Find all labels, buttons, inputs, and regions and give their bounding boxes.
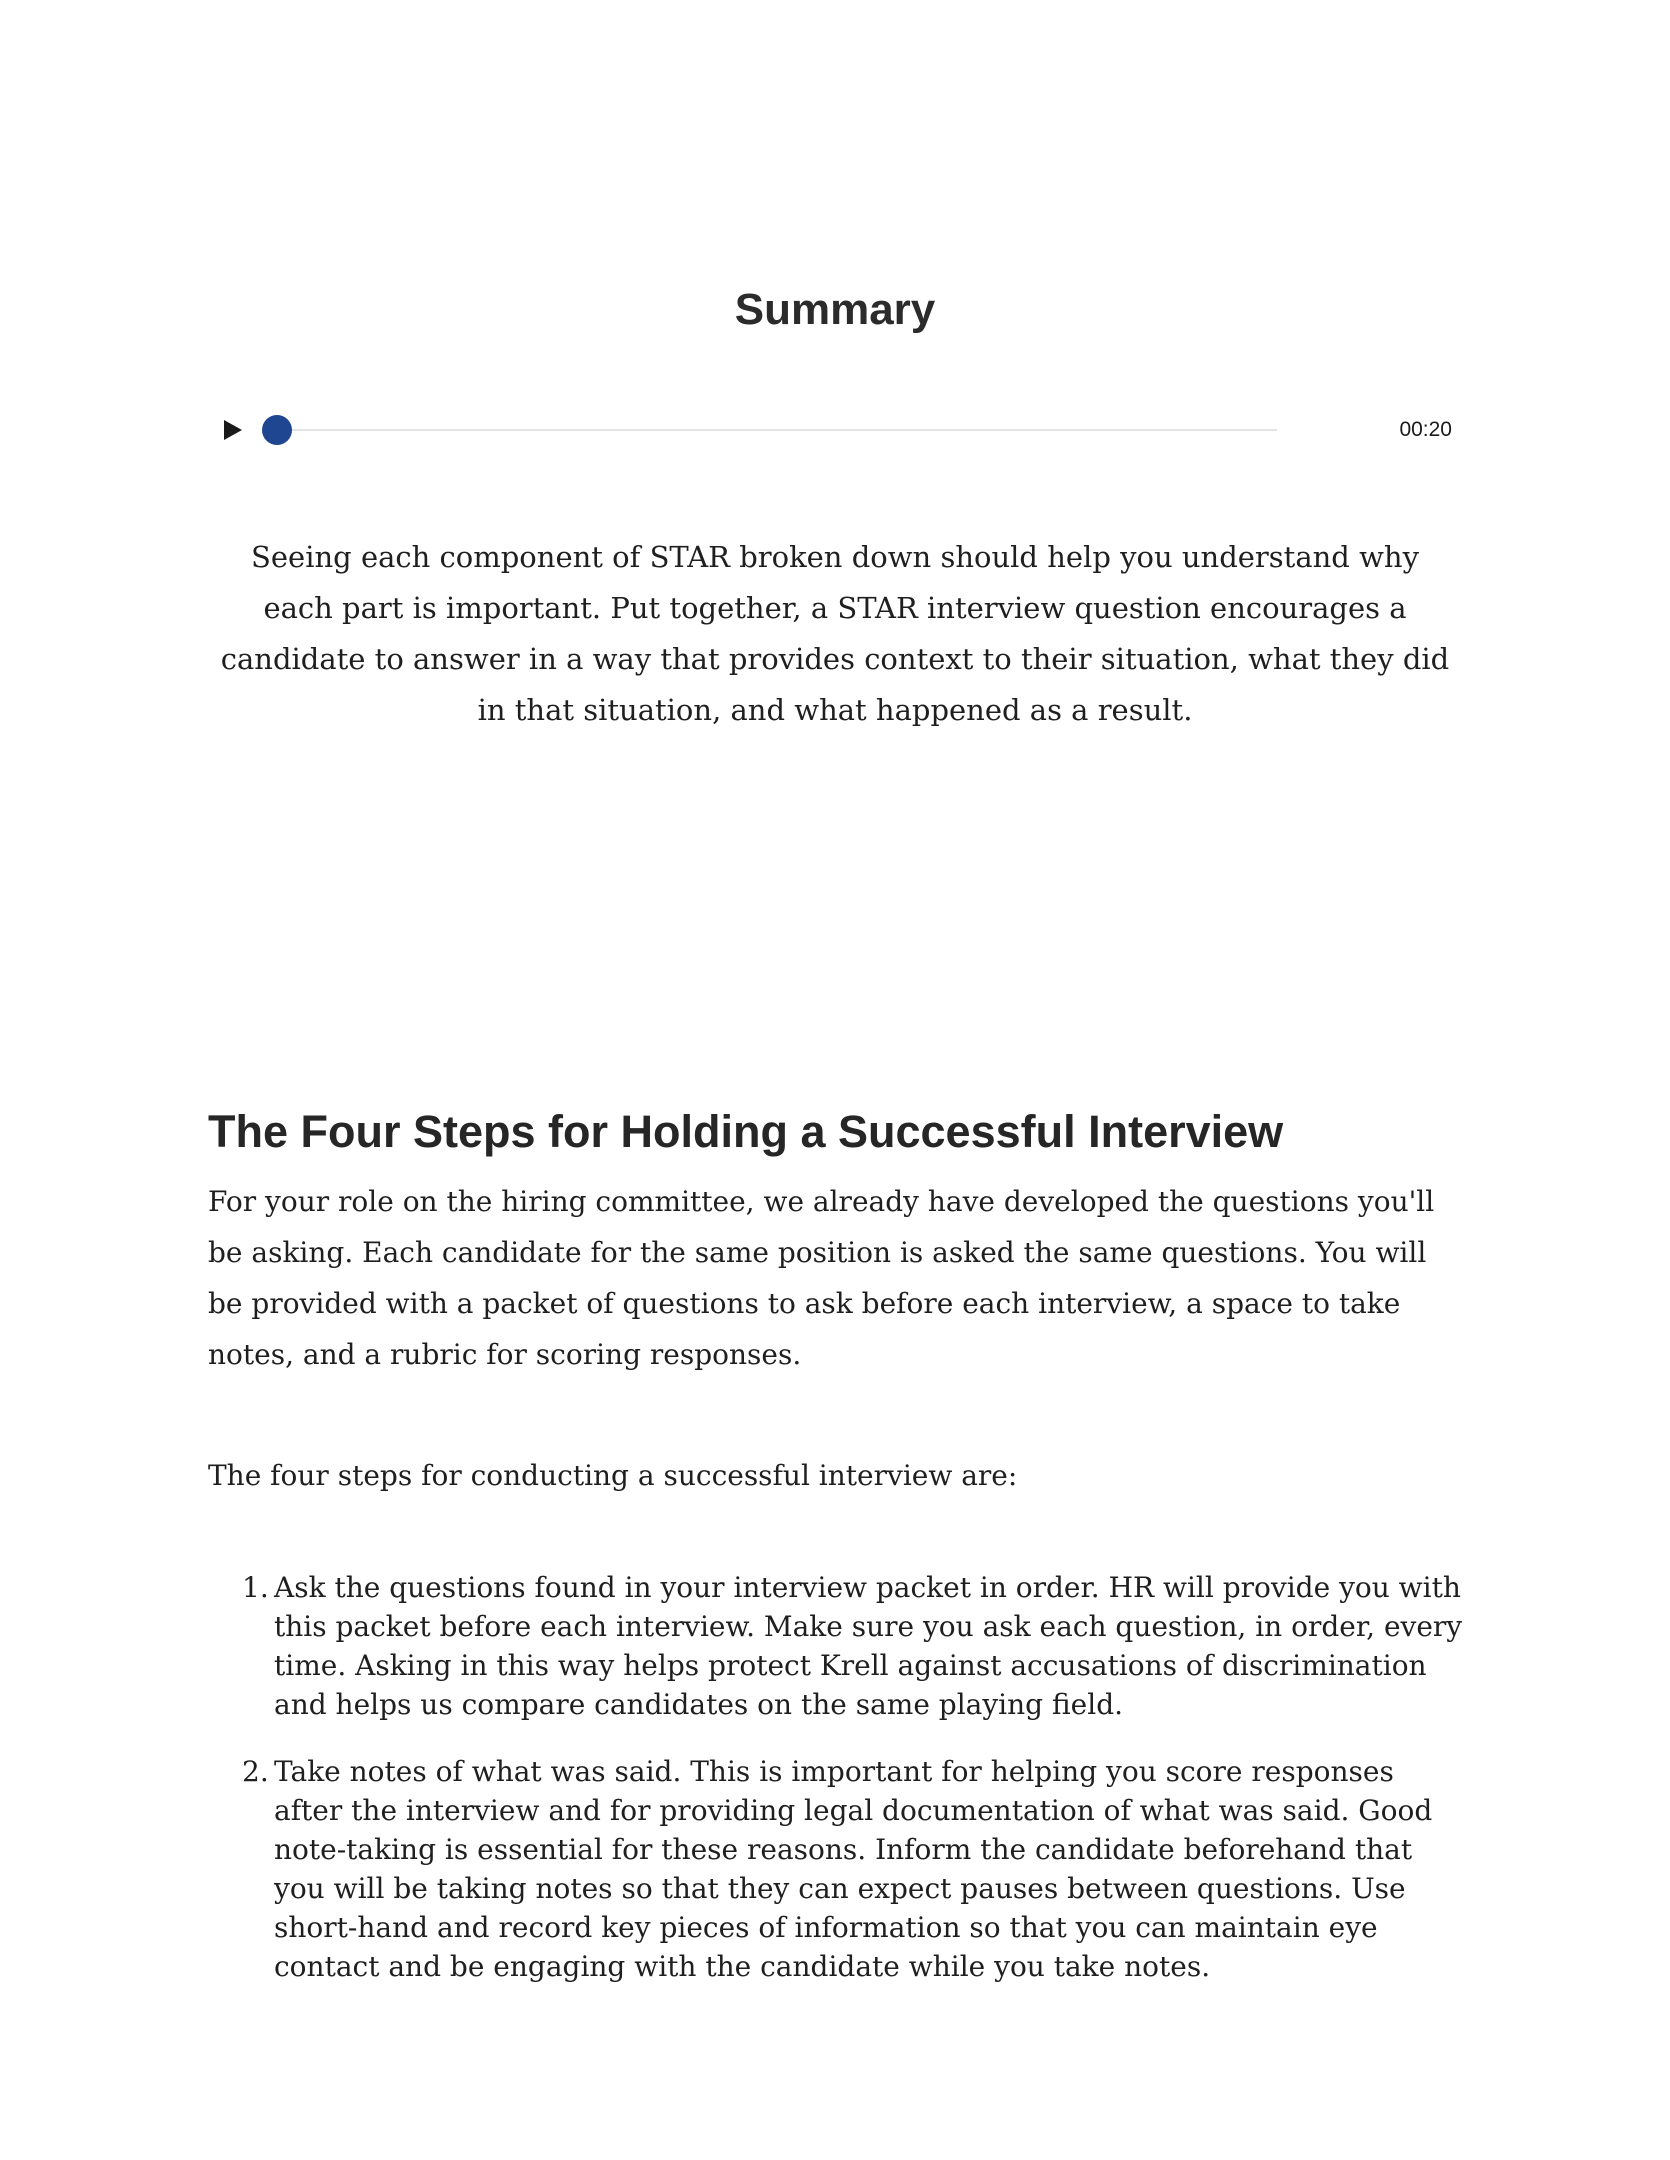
summary-title: Summary xyxy=(734,285,936,334)
audio-progress-track[interactable] xyxy=(277,429,1277,431)
intro-paragraph: For your role on the hiring committee, we already have developed the questions you'll be asking. Each candidate for the same position is asked the same questions. You will be provided with a packet of questions to ask before each interview, a space to take notes, and a rubric for scoring responses. xyxy=(208,1185,1435,1371)
audio-duration: 00:20 xyxy=(1399,418,1452,441)
audio-player xyxy=(218,410,1452,450)
section-heading: The Four Steps for Holding a Successful Interview xyxy=(208,1106,1284,1157)
steps-intro: The four steps for conducting a successful interview are: xyxy=(208,1459,1018,1492)
summary-text: Seeing each component of STAR broken down should help you understand why each part is important. Put together, a STAR interview question encourages a candidate to answer in a way that provides context to their situation, what they did in that situation, and what happened as a result. xyxy=(220,540,1450,727)
list-item-text: Ask the questions found in your interview packet in order. HR will provide you with this packet before each interview. Make sure you ask each question, in order, every time. Asking in this way helps protect Krell against accusations of discrimination and helps us compare candidates on the same playing field. xyxy=(274,1571,1463,1721)
audio-progress-knob[interactable] xyxy=(262,415,292,445)
list-item-text: Take notes of what was said. This is important for helping you score responses after the interview and for providing legal documentation of what was said. Good note-taking is essential for these reasons. Inform the candidate beforehand that you will be taking notes so that they can expect pauses between questions. Use short-hand and record key pieces of information so that you can maintain eye contact and be engaging with the candidate while you take notes. xyxy=(274,1755,1433,1983)
list-item xyxy=(208,1752,1470,1986)
steps-list xyxy=(208,1568,1470,2014)
list-item-number: 1. xyxy=(242,1571,269,1604)
play-icon[interactable] xyxy=(224,420,242,440)
list-item xyxy=(208,1568,1470,1724)
list-item-number: 2. xyxy=(242,1755,269,1788)
